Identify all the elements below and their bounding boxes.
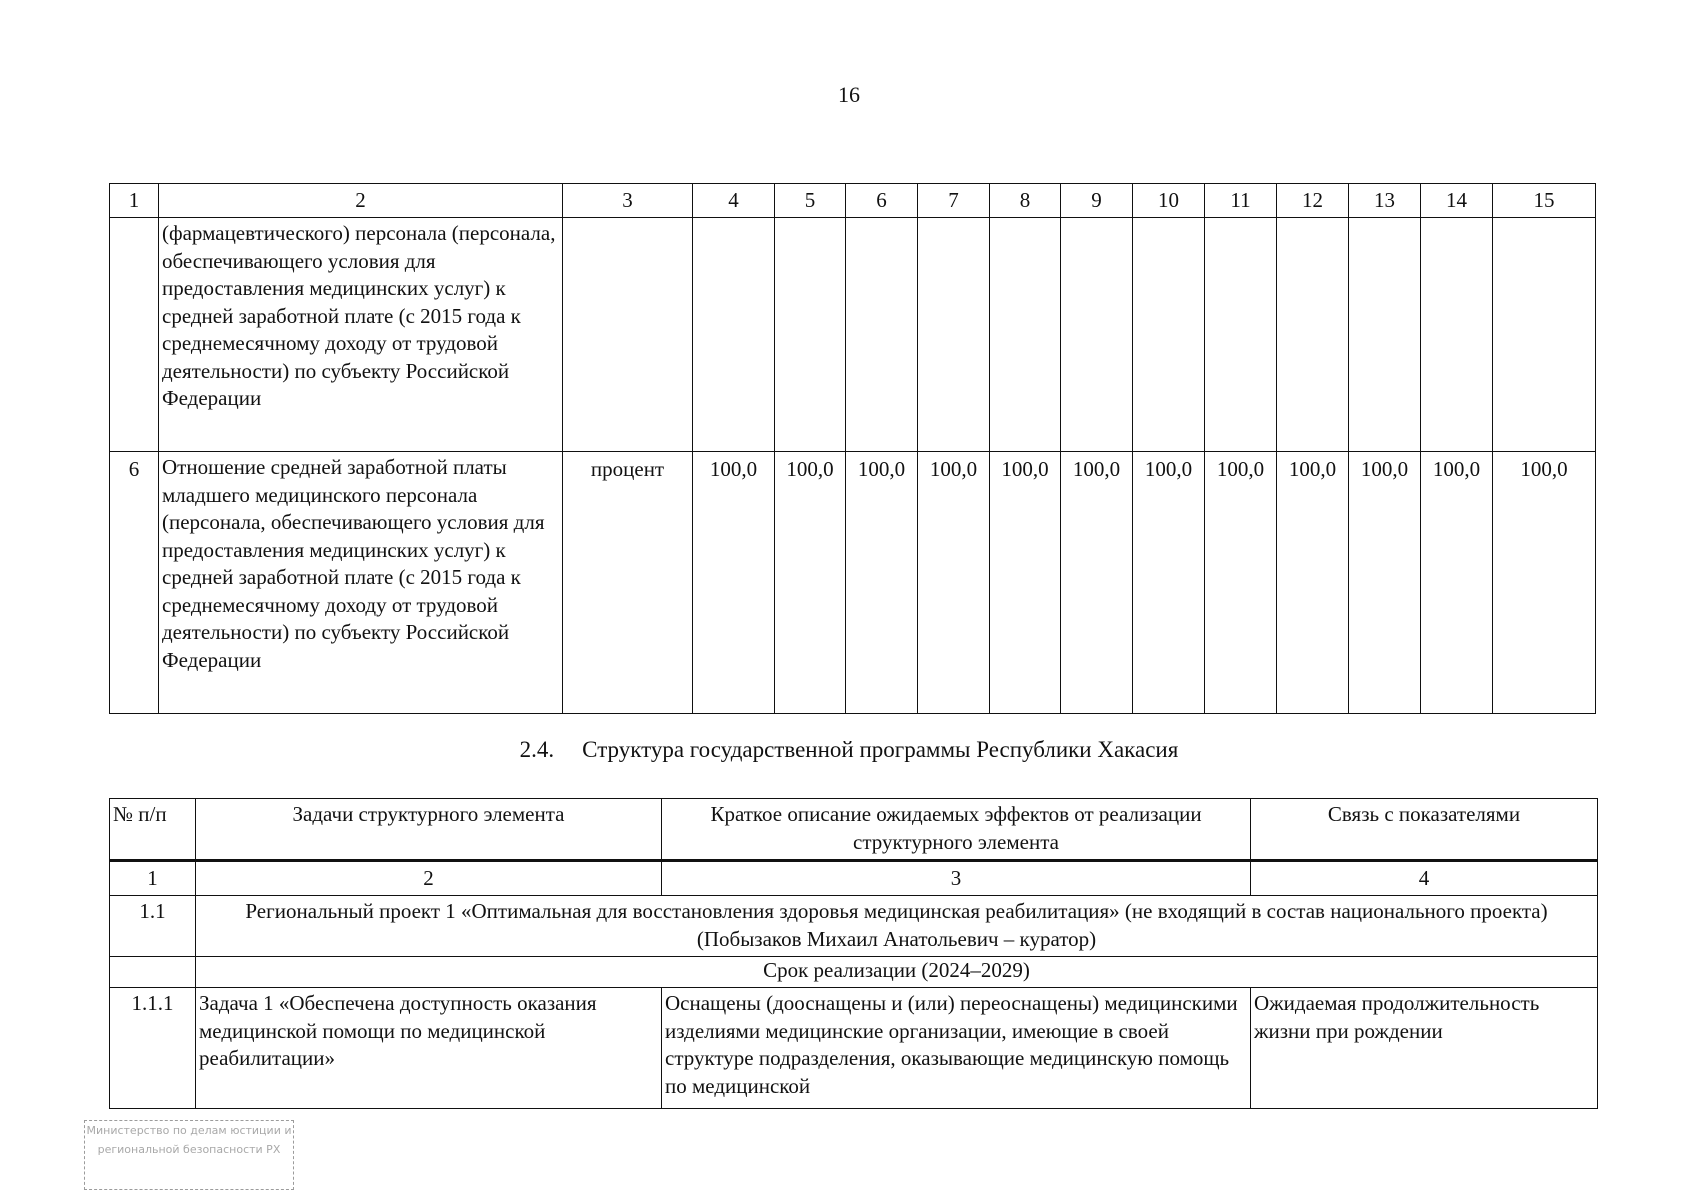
column-number: 14 bbox=[1421, 184, 1493, 218]
value-cell: 100,0 bbox=[990, 452, 1061, 714]
column-number: 2 bbox=[159, 184, 563, 218]
header-row bbox=[110, 799, 1598, 861]
value-cell: 100,0 bbox=[1349, 452, 1421, 714]
header-link: Связь с показателями bbox=[1251, 799, 1598, 861]
program-structure-table bbox=[109, 798, 1598, 1109]
column-number: 1 bbox=[110, 184, 159, 218]
value-cell: 100,0 bbox=[1277, 452, 1349, 714]
column-number: 7 bbox=[918, 184, 990, 218]
task-indicator: Ожидаемая продолжительность жизни при рождении bbox=[1251, 988, 1598, 1109]
column-number: 2 bbox=[196, 861, 662, 896]
column-number: 4 bbox=[693, 184, 775, 218]
empty-cell bbox=[1133, 218, 1205, 452]
empty-cell bbox=[1493, 218, 1596, 452]
header-effects: Краткое описание ожидаемых эффектов от реализации структурного элемента bbox=[662, 799, 1251, 861]
empty-cell bbox=[1421, 218, 1493, 452]
empty-cell bbox=[563, 218, 693, 452]
value-cell: 100,0 bbox=[1493, 452, 1596, 714]
column-number: 6 bbox=[846, 184, 918, 218]
indicator-description: Отношение средней заработной платы младшего медицинского персонала (персонала, обеспечивающего условия для предоставления медицинских услуг) к средней заработной плате (с 2015 года к среднемесячному доходу от трудовой деятельности) по субъекту Российской Федерации bbox=[159, 452, 563, 714]
empty-cell bbox=[110, 957, 196, 988]
column-number: 5 bbox=[775, 184, 846, 218]
project-title: Региональный проект 1 «Оптимальная для восстановления здоровья медицинская реабилитация» (не входящий в состав национального проекта) (Побызаков Михаил Анатольевич – куратор) bbox=[196, 896, 1598, 957]
column-number-row bbox=[110, 861, 1598, 896]
column-number: 9 bbox=[1061, 184, 1133, 218]
task-effect: Оснащены (дооснащены и (или) переоснащены) медицинскими изделиями медицинские организации, имеющие в своей структуре подразделения, оказывающие медицинскую помощь по медицинской bbox=[662, 988, 1251, 1109]
column-number: 8 bbox=[990, 184, 1061, 218]
section-title: Структура государственной программы Республики Хакасия bbox=[582, 737, 1179, 762]
section-heading bbox=[0, 737, 1698, 763]
term-text: Срок реализации (2024–2029) bbox=[196, 957, 1598, 988]
header-tasks: Задачи структурного элемента bbox=[196, 799, 662, 861]
task-name: Задача 1 «Обеспечена доступность оказания медицинской помощи по медицинской реабилитации» bbox=[196, 988, 662, 1109]
empty-cell bbox=[846, 218, 918, 452]
value-cell: 100,0 bbox=[1421, 452, 1493, 714]
empty-cell bbox=[918, 218, 990, 452]
page-number: 16 bbox=[838, 82, 860, 107]
table-row bbox=[110, 218, 1596, 452]
empty-cell bbox=[1205, 218, 1277, 452]
header-num: № п/п bbox=[110, 799, 196, 861]
column-number: 11 bbox=[1205, 184, 1277, 218]
value-cell: 100,0 bbox=[693, 452, 775, 714]
column-number: 3 bbox=[662, 861, 1251, 896]
row-number bbox=[110, 218, 159, 452]
column-number: 4 bbox=[1251, 861, 1598, 896]
value-cell: 100,0 bbox=[775, 452, 846, 714]
empty-cell bbox=[990, 218, 1061, 452]
column-number: 1 bbox=[110, 861, 196, 896]
term-row bbox=[110, 957, 1598, 988]
column-number: 10 bbox=[1133, 184, 1205, 218]
column-number: 15 bbox=[1493, 184, 1596, 218]
empty-cell bbox=[1349, 218, 1421, 452]
value-cell: 100,0 bbox=[1061, 452, 1133, 714]
task-row bbox=[110, 988, 1598, 1109]
value-cell: 100,0 bbox=[1205, 452, 1277, 714]
value-cell: 100,0 bbox=[918, 452, 990, 714]
indicator-description: (фармацевтического) персонала (персонала, обеспечивающего условия для предоставления медицинских услуг) к средней заработной плате (с 2015 года к среднемесячному доходу от трудовой деятельности) по субъекту Российской Федерации bbox=[159, 218, 563, 452]
section-number: 2.4. bbox=[519, 737, 555, 762]
ministry-stamp: Министерство по делам юстиции и региональной безопасности РХ bbox=[84, 1120, 294, 1190]
column-number-row bbox=[110, 184, 1596, 218]
table-row bbox=[110, 452, 1596, 714]
task-index: 1.1.1 bbox=[110, 988, 196, 1109]
empty-cell bbox=[1277, 218, 1349, 452]
column-number: 12 bbox=[1277, 184, 1349, 218]
empty-cell bbox=[775, 218, 846, 452]
project-row bbox=[110, 896, 1598, 957]
column-number: 3 bbox=[563, 184, 693, 218]
empty-cell bbox=[1061, 218, 1133, 452]
column-number: 13 bbox=[1349, 184, 1421, 218]
indicators-table bbox=[109, 183, 1596, 714]
row-number: 6 bbox=[110, 452, 159, 714]
value-cell: 100,0 bbox=[1133, 452, 1205, 714]
project-index: 1.1 bbox=[110, 896, 196, 957]
empty-cell bbox=[693, 218, 775, 452]
unit-cell: процент bbox=[563, 452, 693, 714]
value-cell: 100,0 bbox=[846, 452, 918, 714]
